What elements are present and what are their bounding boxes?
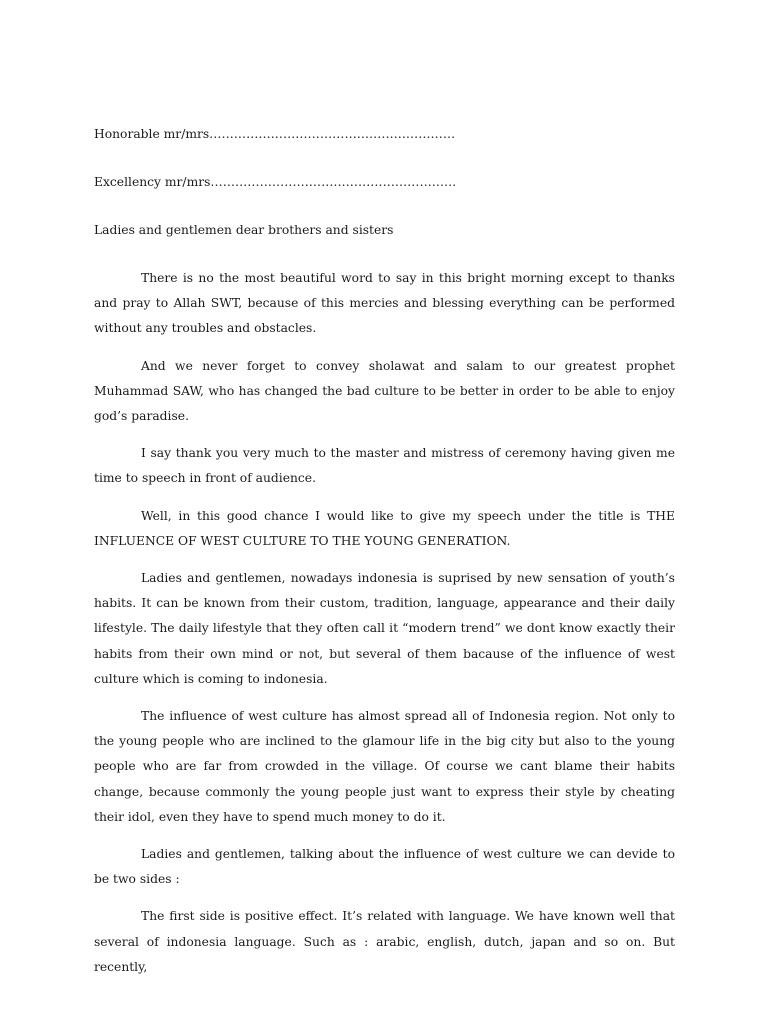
paragraph-opening-gratitude: There is no the most beautiful word to say in this bright morning except to thanks and pray to Allah SWT, because of this mercies and blessing everything can be performed without any troubles and obstacles. <box>94 271 675 336</box>
paragraph-influence-spread: The influence of west culture has almost spread all of Indonesia region. Not only to the young people who are inclined to the glamour life in the big city but also to the young people who are far from crowded in the village. Of course we cant blame their habits change, because commonly the young people just want to express their style by cheating their idol, even they have to spend much money to do it. <box>94 709 675 824</box>
salutation-audience: Ladies and gentlemen dear brothers and sisters <box>94 223 394 237</box>
paragraph-youth-habits: Ladies and gentlemen, nowadays indonesia is suprised by new sensation of youth’s habits. It can be known from their custom, tradition, language, appearance and their daily lifestyle. The daily lifestyle that they often call it “modern trend” we dont know exactly their habits from their own mind or not, but several of them bacause of the influence of west culture which is coming to indonesia. <box>94 571 675 686</box>
paragraph-speech-title: Well, in this good chance I would like to give my speech under the title is THE INFLUENCE OF WEST CULTURE TO THE YOUNG GENERATION. <box>94 508 675 548</box>
paragraph-two-sides: Ladies and gentlemen, talking about the influence of west culture we can devide to be two sides : <box>94 847 675 887</box>
speech-body <box>94 122 675 980</box>
paragraph-thanks-mc: I say thank you very much to the master and mistress of ceremony having given me time to speech in front of audience. <box>94 446 675 486</box>
paragraph-positive-effect: The first side is positive effect. It’s related with language. We have known well that several of indonesia language. Such as : arabic, english, dutch, japan and so on. But recently, <box>94 909 675 974</box>
salutation-honorable: Honorable mr/mrs…………………………………………………… <box>94 127 456 141</box>
salutation-excellency: Excellency mr/mrs…………………………………………………… <box>94 175 457 189</box>
paragraph-sholawat: And we never forget to convey sholawat and salam to our greatest prophet Muhammad SAW, who has changed the bad culture to be better in order to be able to enjoy god’s paradise. <box>94 358 675 424</box>
